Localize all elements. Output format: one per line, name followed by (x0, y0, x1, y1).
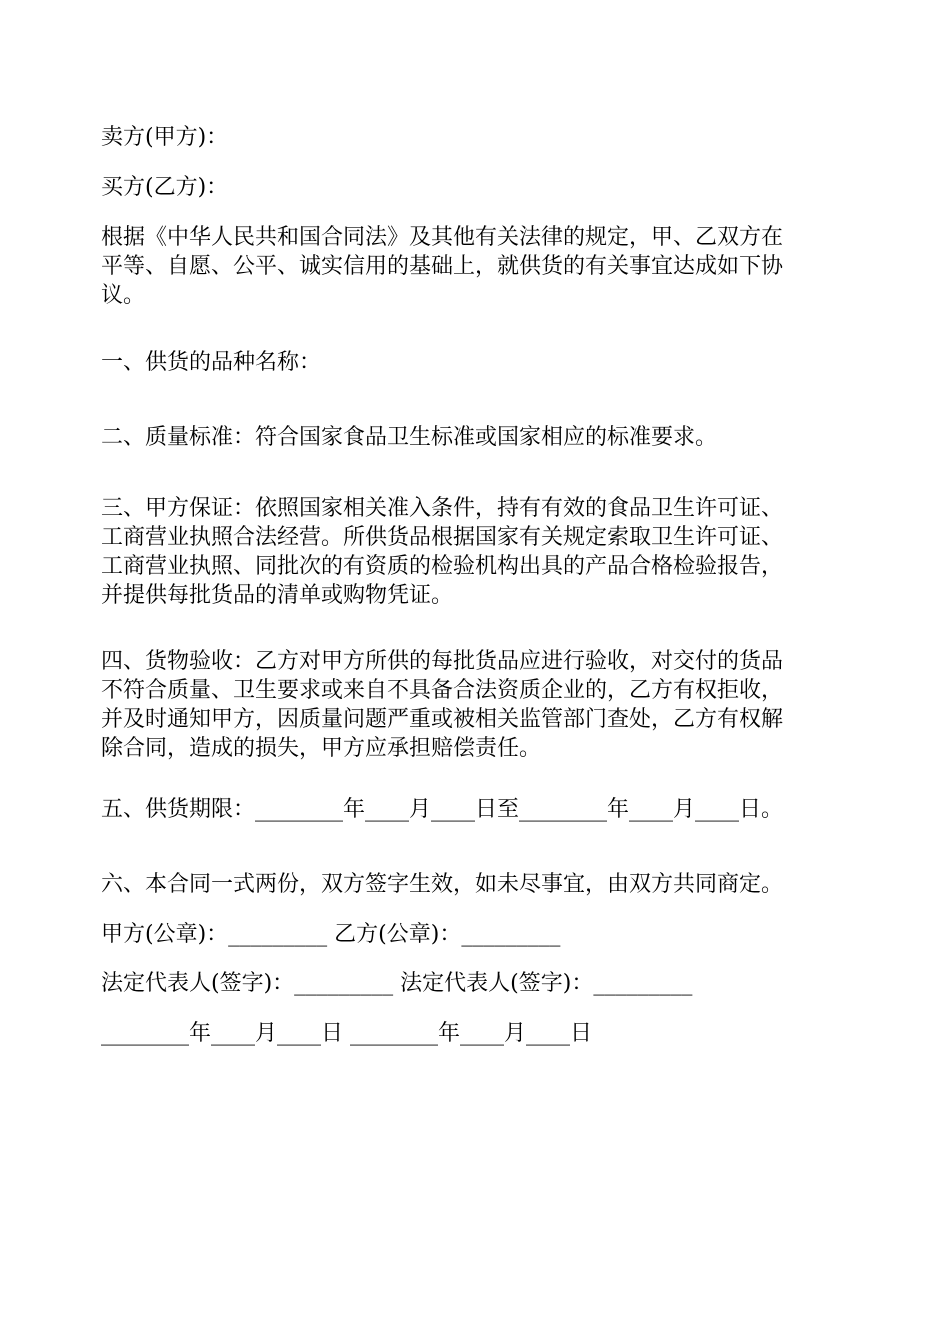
clause-3-line: 并提供每批货品的清单或购物凭证。 (101, 583, 454, 608)
clause-3-paragraph (101, 494, 861, 610)
preamble-paragraph (101, 223, 861, 310)
clause-4-line: 并及时通知甲方，因质量问题严重或被相关监管部门查处，乙方有权解 (101, 707, 784, 732)
clause-6: 六、本合同一式两份，双方签字生效，如未尽事宜，由双方共同商定。 (101, 872, 784, 897)
preamble-line: 议。 (101, 283, 146, 308)
preamble-line: 根据《中华人民共和国合同法》及其他有关法律的规定，甲、乙双方在 (101, 225, 784, 250)
seals-line: 甲方(公章)：_________ 乙方(公章)：_________ (101, 922, 561, 947)
preamble-line: 平等、自愿、公平、诚实信用的基础上，就供货的有关事宜达成如下协 (101, 254, 784, 279)
dates-line: ________年____月____日 ________年____月____日 (101, 1021, 592, 1046)
clause-3-line: 工商营业执照合法经营。所供货品根据国家有关规定索取卫生许可证、 (101, 525, 784, 550)
clause-4-paragraph (101, 647, 861, 763)
clause-5: 五、供货期限：________年____月____日至________年____月____日。 (101, 797, 784, 822)
clause-4-line: 不符合质量、卫生要求或来自不具备合法资质企业的，乙方有权拒收， (101, 678, 784, 703)
representatives-line: 法定代表人(签字)：_________ 法定代表人(签字)：_________ (101, 971, 693, 996)
clause-3-line: 三、甲方保证：依照国家相关准入条件，持有有效的食品卫生许可证、 (101, 496, 784, 521)
buyer-line: 买方(乙方)： (101, 175, 229, 200)
clause-3-line: 工商营业执照、同批次的有资质的检验机构出具的产品合格检验报告， (101, 554, 784, 579)
clause-2: 二、质量标准：符合国家食品卫生标准或国家相应的标准要求。 (101, 425, 718, 450)
clause-4-line: 除合同，造成的损失，甲方应承担赔偿责任。 (101, 736, 542, 761)
clause-1: 一、供货的品种名称： (101, 350, 322, 375)
clause-4-line: 四、货物验收：乙方对甲方所供的每批货品应进行验收，对交付的货品 (101, 649, 784, 674)
seller-line: 卖方(甲方)： (101, 125, 229, 150)
